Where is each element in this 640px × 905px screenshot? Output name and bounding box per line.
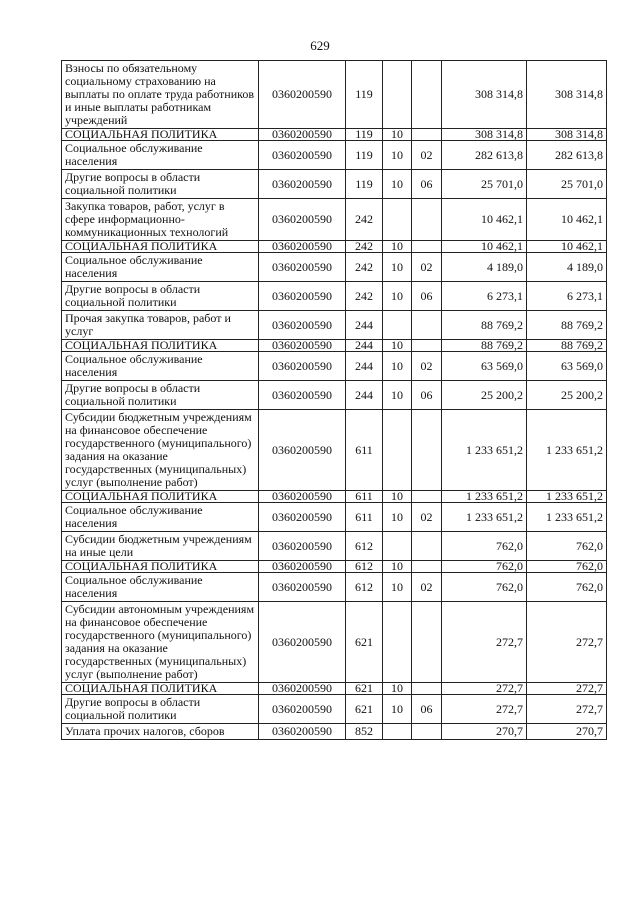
table-row <box>62 491 607 503</box>
target-code-cell: 0360200590 <box>259 695 346 724</box>
amount-total-cell: 25 200,2 <box>527 381 607 410</box>
target-code-cell: 0360200590 <box>259 503 346 532</box>
amount-total-cell: 63 569,0 <box>527 352 607 381</box>
section-code-cell: 10 <box>383 491 412 503</box>
amount-plan-cell: 10 462,1 <box>442 199 527 241</box>
table-row <box>62 170 607 199</box>
section-code-cell: 10 <box>383 561 412 573</box>
target-code-cell: 0360200590 <box>259 602 346 683</box>
table-row <box>62 410 607 491</box>
section-code-cell: 10 <box>383 503 412 532</box>
row-name-cell: Субсидии автономным учреждениям на финансовое обеспечение государственного (муниципального) задания на оказание государственных (муниципальных) услуг (выполнение работ) <box>62 602 259 683</box>
row-name-cell: Уплата прочих налогов, сборов <box>62 724 259 740</box>
subsection-code-cell <box>412 129 442 141</box>
target-code-cell: 0360200590 <box>259 410 346 491</box>
row-name-cell: Социальное обслуживание населения <box>62 503 259 532</box>
row-name-cell: Другие вопросы в области социальной политики <box>62 695 259 724</box>
amount-plan-cell: 272,7 <box>442 695 527 724</box>
target-code-cell: 0360200590 <box>259 381 346 410</box>
table-row <box>62 199 607 241</box>
section-code-cell <box>383 61 412 129</box>
target-code-cell: 0360200590 <box>259 61 346 129</box>
expense-type-cell: 612 <box>346 561 383 573</box>
section-code-cell <box>383 532 412 561</box>
subsection-code-cell: 02 <box>412 352 442 381</box>
section-code-cell <box>383 199 412 241</box>
subsection-code-cell <box>412 491 442 503</box>
row-name-cell: СОЦИАЛЬНАЯ ПОЛИТИКА <box>62 129 259 141</box>
amount-total-cell: 10 462,1 <box>527 199 607 241</box>
target-code-cell: 0360200590 <box>259 253 346 282</box>
table-row <box>62 311 607 340</box>
subsection-code-cell: 02 <box>412 253 442 282</box>
subsection-code-cell: 06 <box>412 170 442 199</box>
amount-plan-cell: 88 769,2 <box>442 340 527 352</box>
expense-type-cell: 242 <box>346 241 383 253</box>
amount-total-cell: 10 462,1 <box>527 241 607 253</box>
target-code-cell: 0360200590 <box>259 561 346 573</box>
section-code-cell: 10 <box>383 241 412 253</box>
target-code-cell: 0360200590 <box>259 724 346 740</box>
section-code-cell: 10 <box>383 340 412 352</box>
row-name-cell: СОЦИАЛЬНАЯ ПОЛИТИКА <box>62 340 259 352</box>
row-name-cell: Другие вопросы в области социальной политики <box>62 170 259 199</box>
amount-plan-cell: 25 701,0 <box>442 170 527 199</box>
amount-plan-cell: 25 200,2 <box>442 381 527 410</box>
row-name-cell: СОЦИАЛЬНАЯ ПОЛИТИКА <box>62 561 259 573</box>
table-row <box>62 253 607 282</box>
amount-plan-cell: 762,0 <box>442 532 527 561</box>
table-row <box>62 340 607 352</box>
expense-type-cell: 244 <box>346 340 383 352</box>
target-code-cell: 0360200590 <box>259 170 346 199</box>
section-code-cell: 10 <box>383 683 412 695</box>
amount-total-cell: 272,7 <box>527 683 607 695</box>
amount-total-cell: 272,7 <box>527 695 607 724</box>
subsection-code-cell <box>412 561 442 573</box>
row-name-cell: Субсидии бюджетным учреждениям на иные цели <box>62 532 259 561</box>
table-row <box>62 683 607 695</box>
row-name-cell: Социальное обслуживание населения <box>62 573 259 602</box>
amount-plan-cell: 308 314,8 <box>442 61 527 129</box>
expense-type-cell: 852 <box>346 724 383 740</box>
expense-type-cell: 244 <box>346 311 383 340</box>
amount-plan-cell: 6 273,1 <box>442 282 527 311</box>
amount-total-cell: 1 233 651,2 <box>527 503 607 532</box>
subsection-code-cell <box>412 61 442 129</box>
expense-type-cell: 612 <box>346 532 383 561</box>
subsection-code-cell: 06 <box>412 381 442 410</box>
amount-plan-cell: 308 314,8 <box>442 129 527 141</box>
row-name-cell: СОЦИАЛЬНАЯ ПОЛИТИКА <box>62 491 259 503</box>
amount-plan-cell: 1 233 651,2 <box>442 410 527 491</box>
table-row <box>62 282 607 311</box>
amount-total-cell: 762,0 <box>527 561 607 573</box>
section-code-cell: 10 <box>383 352 412 381</box>
expense-type-cell: 621 <box>346 683 383 695</box>
subsection-code-cell: 06 <box>412 282 442 311</box>
target-code-cell: 0360200590 <box>259 311 346 340</box>
subsection-code-cell <box>412 724 442 740</box>
expense-type-cell: 611 <box>346 491 383 503</box>
subsection-code-cell <box>412 410 442 491</box>
table-row <box>62 352 607 381</box>
row-name-cell: Взносы по обязательному социальному страхованию на выплаты по оплате труда работников и иные выплаты работникам учреждений <box>62 61 259 129</box>
amount-plan-cell: 1 233 651,2 <box>442 491 527 503</box>
amount-total-cell: 1 233 651,2 <box>527 410 607 491</box>
subsection-code-cell <box>412 602 442 683</box>
target-code-cell: 0360200590 <box>259 282 346 311</box>
row-name-cell: Другие вопросы в области социальной политики <box>62 381 259 410</box>
target-code-cell: 0360200590 <box>259 491 346 503</box>
amount-total-cell: 762,0 <box>527 573 607 602</box>
expense-type-cell: 242 <box>346 199 383 241</box>
amount-plan-cell: 272,7 <box>442 683 527 695</box>
amount-total-cell: 1 233 651,2 <box>527 491 607 503</box>
subsection-code-cell <box>412 532 442 561</box>
amount-total-cell: 308 314,8 <box>527 61 607 129</box>
expense-type-cell: 611 <box>346 410 383 491</box>
subsection-code-cell <box>412 199 442 241</box>
target-code-cell: 0360200590 <box>259 532 346 561</box>
target-code-cell: 0360200590 <box>259 352 346 381</box>
target-code-cell: 0360200590 <box>259 340 346 352</box>
subsection-code-cell <box>412 683 442 695</box>
amount-plan-cell: 282 613,8 <box>442 141 527 170</box>
amount-total-cell: 4 189,0 <box>527 253 607 282</box>
amount-plan-cell: 88 769,2 <box>442 311 527 340</box>
table-row <box>62 573 607 602</box>
table-row <box>62 241 607 253</box>
section-code-cell: 10 <box>383 381 412 410</box>
expense-type-cell: 119 <box>346 170 383 199</box>
amount-total-cell: 88 769,2 <box>527 340 607 352</box>
target-code-cell: 0360200590 <box>259 573 346 602</box>
amount-plan-cell: 272,7 <box>442 602 527 683</box>
section-code-cell <box>383 602 412 683</box>
amount-total-cell: 88 769,2 <box>527 311 607 340</box>
section-code-cell <box>383 410 412 491</box>
amount-plan-cell: 1 233 651,2 <box>442 503 527 532</box>
section-code-cell: 10 <box>383 282 412 311</box>
target-code-cell: 0360200590 <box>259 683 346 695</box>
section-code-cell: 10 <box>383 573 412 602</box>
target-code-cell: 0360200590 <box>259 129 346 141</box>
expense-type-cell: 244 <box>346 352 383 381</box>
subsection-code-cell <box>412 311 442 340</box>
table-row <box>62 724 607 740</box>
page-number: 629 <box>310 38 330 53</box>
target-code-cell: 0360200590 <box>259 241 346 253</box>
row-name-cell: Социальное обслуживание населения <box>62 141 259 170</box>
amount-total-cell: 272,7 <box>527 602 607 683</box>
amount-plan-cell: 63 569,0 <box>442 352 527 381</box>
amount-total-cell: 308 314,8 <box>527 129 607 141</box>
expense-type-cell: 612 <box>346 573 383 602</box>
expense-type-cell: 621 <box>346 695 383 724</box>
amount-total-cell: 270,7 <box>527 724 607 740</box>
row-name-cell: Субсидии бюджетным учреждениям на финансовое обеспечение государственного (муниципального) задания на оказание государственных (муниципальных) услуг (выполнение работ) <box>62 410 259 491</box>
section-code-cell: 10 <box>383 129 412 141</box>
budget-table <box>61 60 607 740</box>
table-row <box>62 602 607 683</box>
amount-total-cell: 282 613,8 <box>527 141 607 170</box>
amount-total-cell: 762,0 <box>527 532 607 561</box>
table-row <box>62 61 607 129</box>
amount-plan-cell: 10 462,1 <box>442 241 527 253</box>
subsection-code-cell: 02 <box>412 503 442 532</box>
amount-total-cell: 6 273,1 <box>527 282 607 311</box>
target-code-cell: 0360200590 <box>259 199 346 241</box>
subsection-code-cell <box>412 340 442 352</box>
amount-plan-cell: 4 189,0 <box>442 253 527 282</box>
table-row <box>62 381 607 410</box>
row-name-cell: СОЦИАЛЬНАЯ ПОЛИТИКА <box>62 241 259 253</box>
section-code-cell: 10 <box>383 695 412 724</box>
row-name-cell: Другие вопросы в области социальной политики <box>62 282 259 311</box>
expense-type-cell: 119 <box>346 61 383 129</box>
section-code-cell <box>383 311 412 340</box>
row-name-cell: Социальное обслуживание населения <box>62 352 259 381</box>
row-name-cell: Прочая закупка товаров, работ и услуг <box>62 311 259 340</box>
section-code-cell: 10 <box>383 170 412 199</box>
subsection-code-cell: 02 <box>412 573 442 602</box>
section-code-cell: 10 <box>383 141 412 170</box>
table-row <box>62 141 607 170</box>
table-row <box>62 695 607 724</box>
table-body <box>62 61 607 740</box>
expense-type-cell: 242 <box>346 253 383 282</box>
expense-type-cell: 244 <box>346 381 383 410</box>
expense-type-cell: 611 <box>346 503 383 532</box>
table-row <box>62 561 607 573</box>
section-code-cell: 10 <box>383 253 412 282</box>
section-code-cell <box>383 724 412 740</box>
subsection-code-cell: 02 <box>412 141 442 170</box>
table-row <box>62 503 607 532</box>
subsection-code-cell <box>412 241 442 253</box>
row-name-cell: СОЦИАЛЬНАЯ ПОЛИТИКА <box>62 683 259 695</box>
amount-total-cell: 25 701,0 <box>527 170 607 199</box>
table-row <box>62 129 607 141</box>
row-name-cell: Социальное обслуживание населения <box>62 253 259 282</box>
row-name-cell: Закупка товаров, работ, услуг в сфере информационно-коммуникационных технологий <box>62 199 259 241</box>
subsection-code-cell: 06 <box>412 695 442 724</box>
amount-plan-cell: 270,7 <box>442 724 527 740</box>
target-code-cell: 0360200590 <box>259 141 346 170</box>
amount-plan-cell: 762,0 <box>442 573 527 602</box>
expense-type-cell: 119 <box>346 129 383 141</box>
expense-type-cell: 242 <box>346 282 383 311</box>
expense-type-cell: 621 <box>346 602 383 683</box>
expense-type-cell: 119 <box>346 141 383 170</box>
amount-plan-cell: 762,0 <box>442 561 527 573</box>
table-row <box>62 532 607 561</box>
